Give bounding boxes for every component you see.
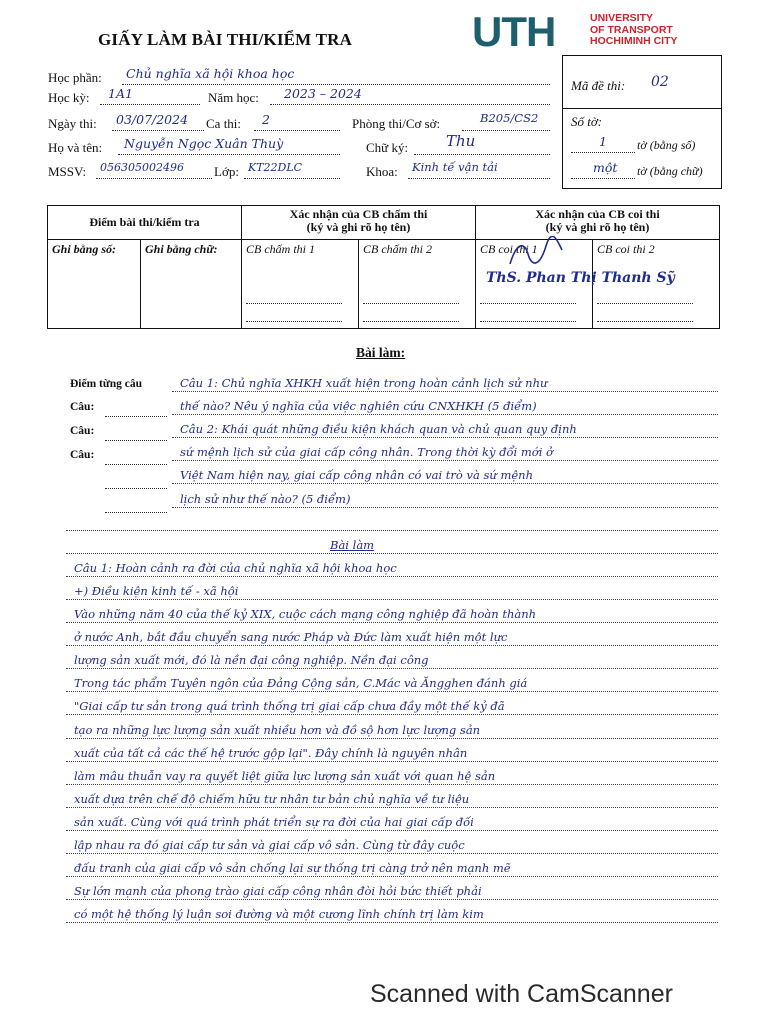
cb-cham-2-cell: CB chấm thi 2 <box>359 240 476 329</box>
answer-line: Câu 1: Chủ nghĩa XHKH xuất hiện trong hoàn cảnh lịch sử như <box>180 376 548 390</box>
ruled-line <box>66 622 718 623</box>
cb-coi-1-cell: CB coi thi 1 <box>476 240 593 329</box>
cb-cham-1-cell: CB chấm thi 1 <box>242 240 359 329</box>
answer-line: ở nước Anh, bắt đầu chuyển sang nước Pháp và Đức làm xuất hiện một lực <box>74 630 508 645</box>
ruled-line <box>66 738 718 739</box>
page-title: GIẤY LÀM BÀI THI/KIỂM TRA <box>98 30 353 49</box>
grade-table <box>47 205 720 329</box>
ngay-thi-value: 03/07/2024 <box>116 112 189 127</box>
mssv-label: MSSV: <box>48 164 87 179</box>
hoc-ky-value: 1A1 <box>108 86 133 101</box>
ho-ten-value: Nguyễn Ngọc Xuân Thuỳ <box>124 136 284 151</box>
university-logo <box>472 10 732 54</box>
cau-label-1: Câu: <box>70 401 95 413</box>
ruled-line <box>66 668 718 669</box>
ruled-line <box>172 414 718 415</box>
logo-text: UTH <box>472 8 556 55</box>
logo-subtitle: UNIVERSITY OF TRANSPORT HOCHIMINH CITY <box>590 12 678 47</box>
nam-hoc-value: 2023 – 2024 <box>284 86 362 101</box>
score-label: Điểm từng câu <box>70 378 143 390</box>
answer-line: đấu tranh của giai cấp vô sản chống lại sự thống trị càng trở nên mạnh mẽ <box>74 861 511 876</box>
exam-code-divider <box>563 108 721 109</box>
answer-line: Vào những năm 40 của thế kỷ XIX, cuộc cách mạng công nghiệp đã hoàn thành <box>74 607 537 621</box>
answer-line: "Giai cấp tư sản trong quá trình thống trị giai cấp chưa đầy một thế kỷ đã <box>74 699 505 714</box>
ngay-thi-label: Ngày thi: <box>48 116 97 131</box>
cau-label-2: Câu: <box>70 425 95 437</box>
exam-code-box <box>562 55 722 189</box>
ghi-bang-chu-cell: Ghi bằng chữ: <box>141 240 242 329</box>
answer-line: Trong tác phẩm Tuyên ngôn của Đảng Cộng sản, C.Mác và Ăngghen đánh giá <box>74 676 528 691</box>
ruled-line <box>172 437 718 438</box>
scanner-watermark: Scanned with CamScanner <box>370 980 673 1008</box>
ruled-line <box>172 391 718 392</box>
ruled-line <box>66 922 718 923</box>
ma-de-value: 02 <box>651 74 669 90</box>
answer-line: Câu 2: Khái quát những điều kiện khách quan và chủ quan quy định <box>180 422 577 437</box>
khoa-value: Kinh tế vận tải <box>412 160 498 174</box>
khoa-label: Khoa: <box>366 164 398 179</box>
answer-line: sứ mệnh lịch sử của giai cấp công nhân. Trong thời kỳ đổi mới ở <box>180 445 553 460</box>
phong-thi-label: Phòng thi/Cơ sở: <box>352 116 441 131</box>
ruled-line <box>172 460 718 461</box>
cb-coi-2-cell: CB coi thi 2 <box>593 240 720 329</box>
answer-line: sản xuất. Cùng với quá trình phát triển sự ra đời của hai giai cấp đối <box>74 814 474 829</box>
hoc-ky-label: Học kỳ: <box>48 90 90 105</box>
ruled-line <box>66 876 718 877</box>
ruled-line <box>66 576 718 577</box>
answer-line: lượng sản xuất mới, đó là nền đại công nghiệp. Nền đại công <box>74 653 429 668</box>
ruled-line <box>66 761 718 762</box>
answer-line: lập nhau ra đó giai cấp tư sản và giai cấp vô sản. Cùng từ đây cuộc <box>74 838 465 852</box>
ruled-line <box>66 830 718 831</box>
ruled-line <box>172 507 718 508</box>
chu-ky-line <box>414 140 550 155</box>
ruled-line <box>66 530 718 531</box>
so-to-text-suffix: tờ (bằng chữ) <box>637 164 703 178</box>
ruled-line <box>66 899 718 900</box>
phong-thi-value: B205/CS2 <box>480 111 539 125</box>
so-to-num-value: 1 <box>599 134 607 149</box>
mssv-value: 056305002496 <box>100 161 184 174</box>
answer-line: tạo ra những lực lượng sản xuất nhiều hơn và đồ sộ hơn lực lượng sản <box>74 722 481 737</box>
ruled-line <box>66 853 718 854</box>
signature: Thu <box>446 132 476 150</box>
ruled-line <box>66 645 718 646</box>
ca-thi-value: 2 <box>262 112 270 127</box>
proctor-header: Xác nhận của CB coi thi (ký và ghi rõ họ tên) <box>476 206 720 240</box>
ruled-line <box>66 807 718 808</box>
score-header: Điểm bài thi/kiểm tra <box>48 206 242 240</box>
answer-line: Câu 1: Hoàn cảnh ra đời của chủ nghĩa xã hội khoa học <box>74 560 397 575</box>
so-to-label: Số tờ: <box>571 114 603 129</box>
so-to-num-suffix: tờ (bằng số) <box>637 138 696 152</box>
ghi-bang-so-cell: Ghi bằng số: <box>48 240 141 329</box>
answer-line: xuất dựa trên chế độ chiếm hữu tư nhân tư bản chủ nghĩa về tư liệu <box>74 791 470 806</box>
so-to-text-value: một <box>593 160 618 175</box>
ruled-line <box>66 599 718 600</box>
bai-lam-heading: Bài làm: <box>356 345 406 360</box>
ma-de-label: Mã đề thi: <box>571 78 626 93</box>
ruled-line <box>66 553 718 554</box>
cau-label-3: Câu: <box>70 449 95 461</box>
ho-ten-label: Họ và tên: <box>48 140 103 155</box>
ruled-line <box>66 714 718 715</box>
proctor-name: ThS. Phan Thị Thanh Sỹ <box>486 270 675 286</box>
answer-line: làm mâu thuẫn vay ra quyết liệt giữa lực lượng sản xuất với quan hệ sản <box>74 768 496 783</box>
hoc-phan-value: Chủ nghĩa xã hội khoa học <box>126 66 295 81</box>
answer-line: có một hệ thống lý luận soi đường và một cương lĩnh chính trị làm kim <box>74 907 484 922</box>
ca-thi-label: Ca thi: <box>206 116 242 131</box>
nam-hoc-label: Năm học: <box>208 90 259 105</box>
ruled-line <box>66 691 718 692</box>
lop-value: KT22DLC <box>248 161 303 174</box>
ruled-line <box>172 483 718 484</box>
answer-line: Việt Nam hiện nay, giai cấp công nhân có vai trò và sứ mệnh <box>180 468 533 483</box>
answer-line: thế nào? Nêu ý nghĩa của việc nghiên cứu CNXHKH (5 điểm) <box>180 399 537 414</box>
answer-line: +) Điều kiện kinh tế - xã hội <box>74 583 239 598</box>
chu-ky-label: Chữ ký: <box>366 140 409 155</box>
grader-header: Xác nhận của CB chấm thi (ký và ghi rõ họ tên) <box>242 206 476 240</box>
proctor-signature-icon <box>506 236 566 270</box>
answer-line: Sự lớn mạnh của phong trào giai cấp công nhân đòi hỏi bức thiết phải <box>74 884 482 899</box>
answer-line: xuất của tất cả các thế hệ trước gộp lại". Đây chính là nguyên nhân <box>74 745 468 760</box>
answer-line: Bài làm <box>330 537 375 552</box>
ruled-line <box>66 784 718 785</box>
hoc-phan-label: Học phần: <box>48 70 102 85</box>
lop-label: Lớp: <box>214 164 239 179</box>
answer-line: lịch sử như thế nào? (5 điểm) <box>180 491 351 506</box>
